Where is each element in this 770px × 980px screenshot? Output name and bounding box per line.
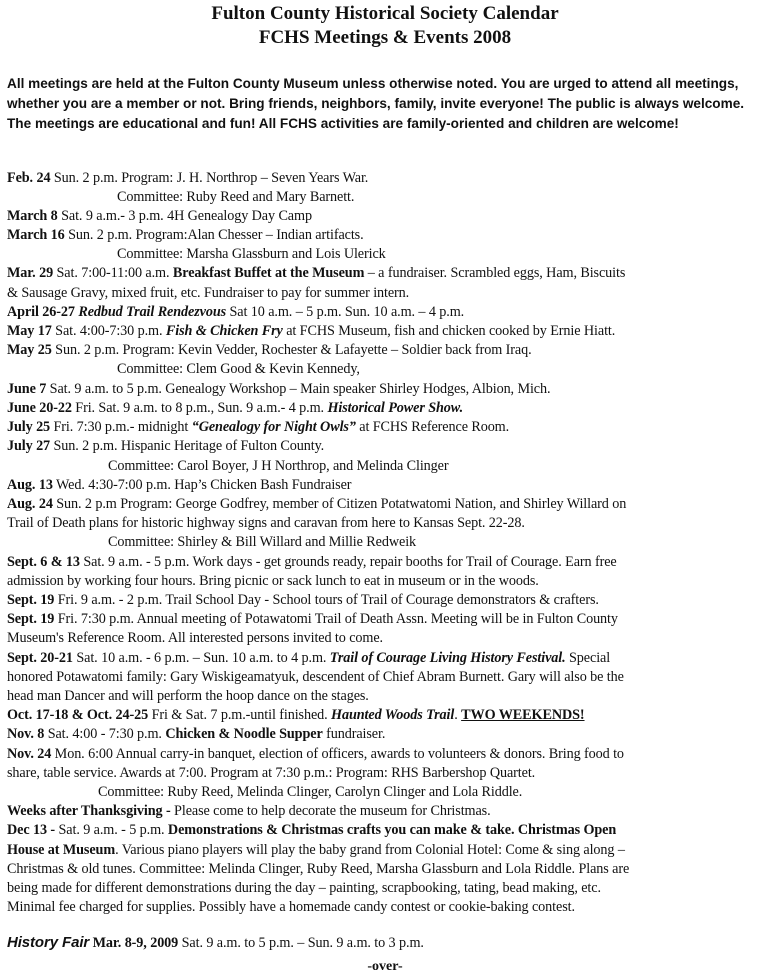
page-title: Fulton County Historical Society Calendar bbox=[211, 3, 559, 24]
event-text: . Various piano players will play the baby grand from Colonial Hotel: Come & sing along – bbox=[115, 842, 625, 858]
event-text: Sat 10 a.m. – 5 p.m. Sun. 10 a.m. – 4 p.m. bbox=[226, 304, 465, 320]
event-text: at FCHS Museum, fish and chicken cooked by Ernie Hiatt. bbox=[282, 323, 616, 339]
event-text: & Sausage Gravy, mixed fruit, etc. Fundraiser to pay for summer intern. bbox=[7, 285, 410, 301]
event-text: being made for different demonstrations during the day – painting, scrapbooking, tating, bead making, etc. bbox=[7, 880, 601, 896]
intro-paragraph: All meetings are held at the Fulton County Museum unless otherwise noted. You are urged to attend all meetings, whether you are a member or not. Bring friends, neighbors, family, invite everyone! The public is always welcome. The meetings are educational and fun! All FCHS activities are family-oriented and children are welcome! bbox=[7, 76, 745, 131]
event-text: – a fundraiser. Scrambled eggs, Ham, Biscuits bbox=[364, 265, 626, 281]
event-line bbox=[7, 418, 509, 436]
event-text: Sat. 9 a.m.- 3 p.m. 4H Genealogy Day Camp bbox=[57, 208, 312, 224]
event-date: Feb. 24 bbox=[7, 170, 51, 186]
event-text: Sat. 9 a.m. - 5 p.m. Work days - get grounds ready, repair booths for Trail of Courage. Earn free bbox=[79, 554, 617, 570]
event-date: Aug. 13 bbox=[7, 477, 53, 493]
event-text: Committee: Clem Good & Kevin Kennedy, bbox=[117, 361, 360, 377]
event-text: Sat. 9 a.m. - 5 p.m. bbox=[55, 822, 168, 838]
event-text: Sun. 2 p.m. Program: Kevin Vedder, Rochester & Lafayette – Soldier back from Iraq. bbox=[51, 342, 532, 358]
event-text: Sat. 4:00 - 7:30 p.m. bbox=[44, 726, 166, 742]
event-text: share, table service. Awards at 7:00. Program at 7:30 p.m.: Program: RHS Barbershop Quartet. bbox=[7, 765, 536, 781]
event-text: TWO WEEKENDS! bbox=[461, 707, 585, 723]
event-text: Committee: Shirley & Bill Willard and Millie Redweik bbox=[108, 534, 417, 550]
event-line bbox=[117, 245, 386, 263]
event-text: at FCHS Reference Room. bbox=[355, 419, 510, 435]
event-date: Weeks after Thanksgiving - bbox=[7, 803, 171, 819]
event-line bbox=[7, 341, 532, 359]
event-line bbox=[7, 725, 385, 743]
event-date: Aug. 24 bbox=[7, 496, 53, 512]
event-date: March 16 bbox=[7, 227, 65, 243]
event-date: Sept. 19 bbox=[7, 611, 55, 627]
event-line bbox=[7, 284, 409, 302]
event-line bbox=[98, 783, 522, 801]
event-text: Breakfast Buffet at the Museum bbox=[172, 265, 365, 281]
event-text: Please come to help decorate the museum for Christmas. bbox=[170, 803, 491, 819]
event-text: Fri. 7:30 p.m.- midnight bbox=[50, 419, 192, 435]
event-text: Haunted Woods Trail bbox=[331, 707, 455, 723]
event-line bbox=[7, 226, 364, 244]
event-text: “Genealogy for Night Owls” bbox=[191, 419, 356, 435]
event-text: Sat. 7:00-11:00 a.m. bbox=[53, 265, 173, 281]
event-date: Sept. 19 bbox=[7, 592, 55, 608]
event-line bbox=[7, 610, 618, 628]
event-text: Sun. 2 p.m. Hispanic Heritage of Fulton County. bbox=[50, 438, 325, 454]
event-text: Trail of Death plans for historic highway signs and caravan from here to Kansas Sept. 22-28. bbox=[7, 515, 525, 531]
event-line bbox=[7, 264, 625, 282]
page-subtitle: FCHS Meetings & Events 2008 bbox=[258, 27, 512, 48]
event-text: Museum's Reference Room. All interested persons invited to come. bbox=[7, 630, 383, 646]
over-note: -over- bbox=[367, 959, 403, 974]
event-text: . bbox=[454, 707, 462, 723]
event-line bbox=[108, 533, 416, 551]
event-date: June 7 bbox=[7, 381, 47, 397]
event-date: May 17 bbox=[7, 323, 52, 339]
event-date: Nov. 24 bbox=[7, 746, 52, 762]
event-line bbox=[7, 437, 324, 455]
event-text: Fri. 9 a.m. - 2 p.m. Trail School Day - School tours of Trail of Courage demonstrators & crafters. bbox=[54, 592, 599, 608]
event-line bbox=[7, 380, 550, 398]
event-text: Mon. 6:00 Annual carry-in banquet, election of officers, awards to volunteers & donors. Bring food to bbox=[51, 746, 624, 762]
event-text: House at Museum bbox=[7, 842, 116, 858]
event-date: April 26-27 bbox=[7, 304, 75, 320]
event-text: Special bbox=[565, 650, 611, 666]
event-text: Christmas & old tunes. Committee: Melinda Clinger, Ruby Reed, Marsha Glassburn and Lola Riddle. Plans are bbox=[7, 861, 630, 877]
history-fair-label: History Fair bbox=[7, 934, 90, 951]
event-date: Oct. 17-18 & Oct. 24-25 bbox=[7, 707, 149, 723]
history-fair-date: Mar. 8-9, 2009 bbox=[89, 935, 179, 951]
event-line bbox=[7, 629, 383, 647]
event-text: Fri. Sat. 9 a.m. to 8 p.m., Sun. 9 a.m.- 4 p.m. bbox=[71, 400, 328, 416]
history-fair-line bbox=[7, 934, 424, 952]
event-date: March 8 bbox=[7, 208, 58, 224]
event-text: Committee: Ruby Reed and Mary Barnett. bbox=[117, 189, 355, 205]
event-text: Redbud Trail Rendezvous bbox=[78, 304, 227, 320]
event-date: July 27 bbox=[7, 438, 51, 454]
event-text: Sun. 2 p.m Program: George Godfrey, member of Citizen Potatwatomi Nation, and Shirley Willard on bbox=[52, 496, 627, 512]
history-fair-hours: Sat. 9 a.m. to 5 p.m. – Sun. 9 a.m. to 3 p.m. bbox=[178, 935, 424, 951]
event-line bbox=[7, 476, 351, 494]
event-date: May 25 bbox=[7, 342, 52, 358]
event-line bbox=[7, 860, 629, 878]
event-line bbox=[7, 399, 463, 417]
event-line bbox=[7, 553, 617, 571]
event-line bbox=[7, 303, 464, 321]
event-line bbox=[7, 169, 368, 187]
event-text: Historical Power Show. bbox=[327, 400, 464, 416]
event-line bbox=[7, 495, 626, 513]
event-line bbox=[7, 764, 535, 782]
event-line bbox=[108, 457, 448, 475]
event-line bbox=[7, 207, 312, 225]
event-text: Sun. 2 p.m. Program:Alan Chesser – Indian artifacts. bbox=[64, 227, 364, 243]
event-date: Sept. 20-21 bbox=[7, 650, 73, 666]
event-text: Trail of Courage Living History Festival. bbox=[329, 650, 566, 666]
event-line bbox=[7, 706, 585, 724]
event-line bbox=[7, 802, 491, 820]
event-line bbox=[7, 841, 625, 859]
event-text: head man Dancer and will perform the hoop dance on the stages. bbox=[7, 688, 369, 704]
event-text: Demonstrations & Christmas crafts you can make & take. Christmas Open bbox=[167, 822, 617, 838]
event-date: July 25 bbox=[7, 419, 51, 435]
event-line bbox=[7, 687, 369, 705]
event-text: Sat. 9 a.m. to 5 p.m. Genealogy Workshop – Main speaker Shirley Hodges, Albion, Mich. bbox=[46, 381, 551, 397]
event-text: Committee: Marsha Glassburn and Lois Ulerick bbox=[117, 246, 386, 262]
event-date: Sept. 6 & 13 bbox=[7, 554, 80, 570]
event-text: Fri & Sat. 7 p.m.-until finished. bbox=[148, 707, 332, 723]
event-line bbox=[7, 879, 601, 897]
event-line bbox=[7, 821, 616, 839]
event-line bbox=[7, 649, 610, 667]
event-line bbox=[117, 360, 360, 378]
event-text: Sun. 2 p.m. Program: J. H. Northrop – Seven Years War. bbox=[50, 170, 369, 186]
event-text: fundraiser. bbox=[322, 726, 386, 742]
event-date: Nov. 8 bbox=[7, 726, 45, 742]
event-date: June 20-22 bbox=[7, 400, 72, 416]
event-text: Wed. 4:30-7:00 p.m. Hap’s Chicken Bash Fundraiser bbox=[52, 477, 352, 493]
event-text: Sat. 4:00-7:30 p.m. bbox=[51, 323, 166, 339]
event-text: Chicken & Noodle Supper bbox=[165, 726, 323, 742]
event-text: Committee: Carol Boyer, J H Northrop, and Melinda Clinger bbox=[108, 458, 449, 474]
event-date: Mar. 29 bbox=[7, 265, 54, 281]
event-text: Committee: Ruby Reed, Melinda Clinger, Carolyn Clinger and Lola Riddle. bbox=[98, 784, 523, 800]
event-line bbox=[7, 322, 615, 340]
event-date: Dec 13 - bbox=[7, 822, 56, 838]
event-line bbox=[7, 514, 525, 532]
event-line bbox=[7, 572, 539, 590]
event-text: Sat. 10 a.m. - 6 p.m. – Sun. 10 a.m. to 4 p.m. bbox=[72, 650, 330, 666]
event-line bbox=[7, 668, 624, 686]
event-text: admission by working four hours. Bring picnic or sack lunch to eat in museum or in the woods. bbox=[7, 573, 539, 589]
event-line bbox=[7, 591, 599, 609]
event-text: Fri. 7:30 p.m. Annual meeting of Potawatomi Trail of Death Assn. Meeting will be in Fulton County bbox=[54, 611, 618, 627]
event-text: honored Potawatomi family: Gary Wiskigeamatyuk, descendent of Chief Abram Burnett. Gary will also be the bbox=[7, 669, 624, 685]
event-line bbox=[117, 188, 354, 206]
event-text: Fish & Chicken Fry bbox=[165, 323, 283, 339]
event-text: Minimal fee charged for supplies. Possibly have a homemade candy contest or cookie-baking contest. bbox=[7, 899, 575, 915]
event-line bbox=[7, 898, 575, 916]
event-line bbox=[7, 745, 624, 763]
